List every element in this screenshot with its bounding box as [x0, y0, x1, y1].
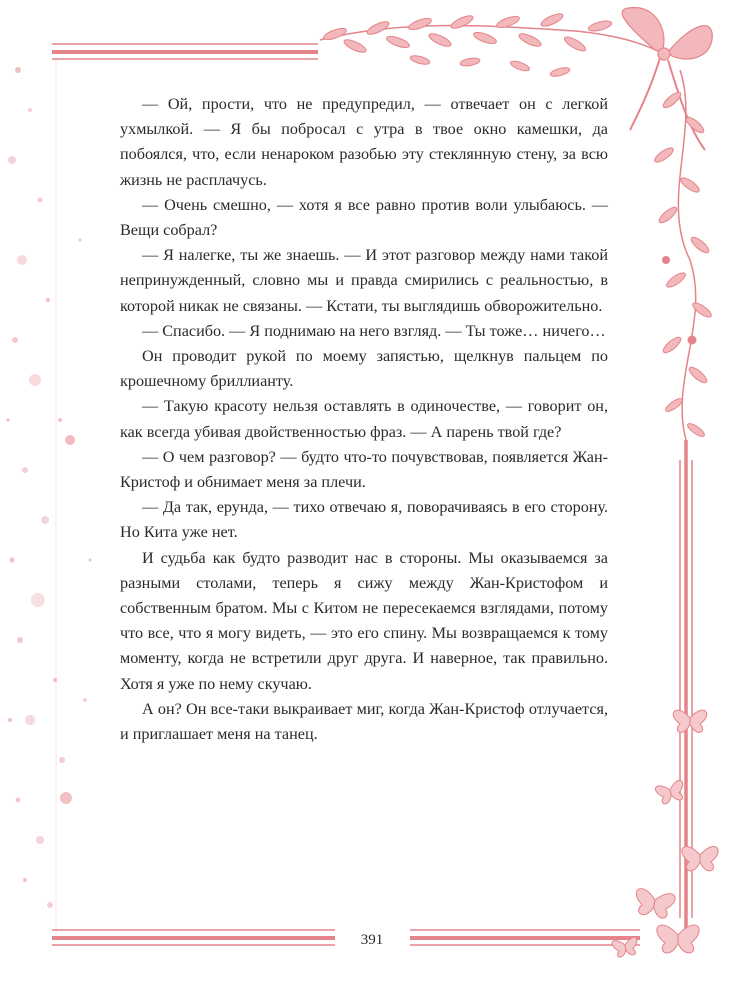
paragraph: — Ой, прости, что не предупредил, — отвечает он с легкой ухмылкой. — Я бы побросал с утра в твое окно камешки, да побоялся, что, если ненароком разобью эту стеклянную стену, за всю жизнь не расплачусь.	[120, 95, 608, 189]
body-text	[120, 92, 608, 747]
paragraph: — Спасибо. — Я поднимаю на него взгляд. — Ты тоже… ничего…	[142, 321, 606, 340]
top-border	[52, 44, 318, 59]
paragraph: А он? Он все-таки выкраивает миг, когда Жан-Кристоф отлучается, и приглашает меня на танец.	[120, 699, 608, 744]
paragraph: — Такую красоту нельзя оставлять в одиночестве, — говорит он, как всегда убивая двойственностью фраз. — А парень твой где?	[120, 397, 608, 441]
paragraph: И судьба как будто разводит нас в стороны. Мы оказываемся за разными столами, теперь я сижу между Жан-Кристофом и собственным братом. Мы с Китом не пересекаемся взглядами, потому что все, что я могу видеть, — это его спину. Мы возвращаемся к тому моменту, когда не встретили друг друга. И наверное, так правильно. Хотя я уже по нему скучаю.	[120, 548, 608, 693]
paragraph: — Да так, ерунда, — тихо отвечаю я, поворачиваясь в его сторону. Но Кита уже нет.	[120, 498, 608, 542]
page-number: 391	[360, 932, 384, 948]
paragraph: — О чем разговор? — будто что-то почувствовав, появляется Жан-Кристоф и обнимает меня за плечи.	[120, 447, 608, 492]
paragraph: Он проводит рукой по моему запястью, щелкнув пальцем по крошечному бриллианту.	[120, 347, 608, 391]
watercolor-splashes	[7, 67, 92, 908]
leaf-garland	[320, 11, 665, 78]
butterfly-icon	[612, 710, 719, 958]
paragraph: — Очень смешно, — хотя я все равно против воли улыбаюсь. — Вещи собрал?	[120, 195, 608, 240]
vine-right	[653, 70, 714, 440]
paragraph: — Я налегке, ты же знаешь. — И этот разговор между нами такой непринужденный, словно мы и правда смирились с реальностью, в которой никак не связаны. — Кстати, ты выглядишь обворожительно.	[120, 246, 608, 315]
